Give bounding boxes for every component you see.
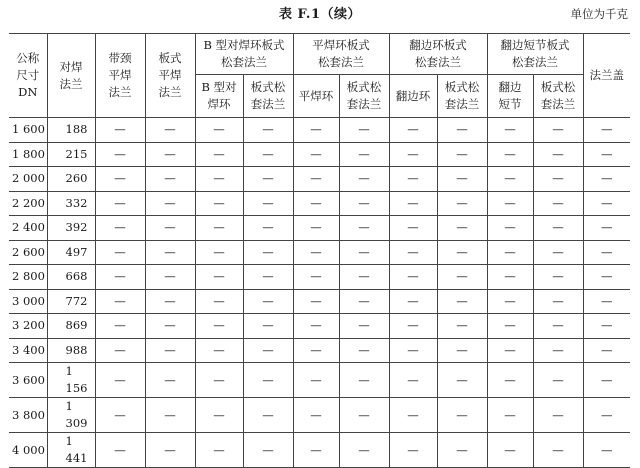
- empty-value-cell: —: [95, 118, 145, 143]
- empty-value-cell: —: [145, 265, 195, 290]
- empty-value-cell: —: [293, 289, 339, 314]
- weld-neck-weight-cell: 1 441: [47, 433, 95, 468]
- empty-value-cell: —: [583, 433, 630, 468]
- empty-value-cell: —: [293, 265, 339, 290]
- empty-value-cell: —: [533, 398, 583, 433]
- table-row: [9, 191, 630, 216]
- subheader-flat-ring: 平焊环: [293, 75, 339, 118]
- empty-value-cell: —: [95, 216, 145, 241]
- nominal-size-cell: 3 200: [9, 314, 47, 339]
- empty-value-cell: —: [533, 363, 583, 398]
- empty-value-cell: —: [437, 216, 487, 241]
- empty-value-cell: —: [293, 240, 339, 265]
- header-hubbed-slip-on: 带颈 平焊 法兰: [95, 34, 145, 118]
- empty-value-cell: —: [243, 191, 293, 216]
- empty-value-cell: —: [145, 191, 195, 216]
- empty-value-cell: —: [195, 314, 243, 339]
- empty-value-cell: —: [487, 118, 533, 143]
- nominal-size-cell: 2 800: [9, 265, 47, 290]
- empty-value-cell: —: [437, 240, 487, 265]
- empty-value-cell: —: [95, 289, 145, 314]
- empty-value-cell: —: [389, 167, 437, 192]
- empty-value-cell: —: [95, 314, 145, 339]
- empty-value-cell: —: [243, 118, 293, 143]
- empty-value-cell: —: [583, 398, 630, 433]
- empty-value-cell: —: [487, 240, 533, 265]
- empty-value-cell: —: [145, 167, 195, 192]
- empty-value-cell: —: [533, 118, 583, 143]
- empty-value-cell: —: [293, 191, 339, 216]
- empty-value-cell: —: [243, 265, 293, 290]
- empty-value-cell: —: [389, 398, 437, 433]
- empty-value-cell: —: [533, 265, 583, 290]
- header-group-flanged-ring: 翻边环板式 松套法兰: [389, 34, 487, 75]
- empty-value-cell: —: [145, 289, 195, 314]
- nominal-size-cell: 2 600: [9, 240, 47, 265]
- empty-value-cell: —: [583, 338, 630, 363]
- empty-value-cell: —: [437, 433, 487, 468]
- weight-table: [9, 33, 630, 468]
- weld-neck-weight-cell: 1 309: [47, 398, 95, 433]
- empty-value-cell: —: [145, 118, 195, 143]
- empty-value-cell: —: [195, 433, 243, 468]
- weld-neck-weight-cell: 988: [47, 338, 95, 363]
- empty-value-cell: —: [389, 433, 437, 468]
- empty-value-cell: —: [195, 142, 243, 167]
- empty-value-cell: —: [95, 363, 145, 398]
- table-row: [9, 338, 630, 363]
- empty-value-cell: —: [195, 289, 243, 314]
- empty-value-cell: —: [533, 314, 583, 339]
- empty-value-cell: —: [339, 167, 389, 192]
- empty-value-cell: —: [145, 240, 195, 265]
- empty-value-cell: —: [583, 363, 630, 398]
- weld-neck-weight-cell: 497: [47, 240, 95, 265]
- empty-value-cell: —: [243, 216, 293, 241]
- nominal-size-cell: 3 400: [9, 338, 47, 363]
- subheader-flanged-loose: 板式松 套法兰: [437, 75, 487, 118]
- weld-neck-weight-cell: 215: [47, 142, 95, 167]
- empty-value-cell: —: [487, 289, 533, 314]
- empty-value-cell: —: [243, 314, 293, 339]
- empty-value-cell: —: [339, 289, 389, 314]
- subheader-stub: 翻边 短节: [487, 75, 533, 118]
- empty-value-cell: —: [389, 289, 437, 314]
- empty-value-cell: —: [583, 167, 630, 192]
- empty-value-cell: —: [145, 338, 195, 363]
- empty-value-cell: —: [487, 314, 533, 339]
- empty-value-cell: —: [437, 314, 487, 339]
- empty-value-cell: —: [145, 363, 195, 398]
- table-row: [9, 289, 630, 314]
- subheader-b-loose: 板式松 套法兰: [243, 75, 293, 118]
- empty-value-cell: —: [243, 289, 293, 314]
- header-nominal-size: 公称 尺寸 DN: [9, 34, 47, 118]
- empty-value-cell: —: [583, 118, 630, 143]
- empty-value-cell: —: [339, 240, 389, 265]
- empty-value-cell: —: [389, 363, 437, 398]
- empty-value-cell: —: [487, 338, 533, 363]
- empty-value-cell: —: [293, 433, 339, 468]
- empty-value-cell: —: [339, 118, 389, 143]
- empty-value-cell: —: [243, 398, 293, 433]
- empty-value-cell: —: [533, 216, 583, 241]
- empty-value-cell: —: [195, 265, 243, 290]
- empty-value-cell: —: [293, 142, 339, 167]
- empty-value-cell: —: [437, 338, 487, 363]
- empty-value-cell: —: [95, 398, 145, 433]
- empty-value-cell: —: [389, 191, 437, 216]
- empty-value-cell: —: [95, 265, 145, 290]
- empty-value-cell: —: [195, 363, 243, 398]
- empty-value-cell: —: [437, 191, 487, 216]
- empty-value-cell: —: [437, 363, 487, 398]
- empty-value-cell: —: [533, 338, 583, 363]
- empty-value-cell: —: [389, 338, 437, 363]
- empty-value-cell: —: [389, 314, 437, 339]
- empty-value-cell: —: [145, 314, 195, 339]
- empty-value-cell: —: [487, 398, 533, 433]
- subheader-b-ring: B 型对 焊环: [195, 75, 243, 118]
- empty-value-cell: —: [195, 216, 243, 241]
- nominal-size-cell: 2 000: [9, 167, 47, 192]
- table-row: [9, 118, 630, 143]
- weld-neck-weight-cell: 260: [47, 167, 95, 192]
- empty-value-cell: —: [293, 338, 339, 363]
- empty-value-cell: —: [339, 265, 389, 290]
- table-row: [9, 363, 630, 398]
- weld-neck-weight-cell: 332: [47, 191, 95, 216]
- empty-value-cell: —: [583, 216, 630, 241]
- empty-value-cell: —: [95, 167, 145, 192]
- nominal-size-cell: 2 200: [9, 191, 47, 216]
- empty-value-cell: —: [389, 118, 437, 143]
- empty-value-cell: —: [389, 216, 437, 241]
- empty-value-cell: —: [243, 240, 293, 265]
- empty-value-cell: —: [243, 363, 293, 398]
- empty-value-cell: —: [437, 118, 487, 143]
- empty-value-cell: —: [145, 433, 195, 468]
- empty-value-cell: —: [533, 433, 583, 468]
- empty-value-cell: —: [437, 289, 487, 314]
- empty-value-cell: —: [293, 216, 339, 241]
- empty-value-cell: —: [293, 363, 339, 398]
- nominal-size-cell: 3 600: [9, 363, 47, 398]
- empty-value-cell: —: [533, 240, 583, 265]
- empty-value-cell: —: [583, 142, 630, 167]
- weld-neck-weight-cell: 1 156: [47, 363, 95, 398]
- subheader-flanged-ring: 翻边环: [389, 75, 437, 118]
- empty-value-cell: —: [437, 265, 487, 290]
- empty-value-cell: —: [487, 363, 533, 398]
- empty-value-cell: —: [145, 398, 195, 433]
- empty-value-cell: —: [487, 216, 533, 241]
- empty-value-cell: —: [293, 167, 339, 192]
- empty-value-cell: —: [487, 167, 533, 192]
- nominal-size-cell: 2 400: [9, 216, 47, 241]
- empty-value-cell: —: [293, 314, 339, 339]
- subheader-flat-loose: 板式松 套法兰: [339, 75, 389, 118]
- empty-value-cell: —: [339, 314, 389, 339]
- table-row: [9, 433, 630, 468]
- empty-value-cell: —: [95, 433, 145, 468]
- header-group-stub-end: 翻边短节板式 松套法兰: [487, 34, 583, 75]
- empty-value-cell: —: [95, 338, 145, 363]
- unit-label: 单位为千克: [570, 7, 628, 21]
- empty-value-cell: —: [145, 216, 195, 241]
- empty-value-cell: —: [533, 167, 583, 192]
- empty-value-cell: —: [293, 118, 339, 143]
- weld-neck-weight-cell: 392: [47, 216, 95, 241]
- empty-value-cell: —: [339, 142, 389, 167]
- header-group-flat-ring: 平焊环板式 松套法兰: [293, 34, 389, 75]
- table-row: [9, 142, 630, 167]
- table-row: [9, 240, 630, 265]
- empty-value-cell: —: [243, 142, 293, 167]
- empty-value-cell: —: [583, 265, 630, 290]
- table-row: [9, 314, 630, 339]
- header-plate-slip-on: 板式 平焊 法兰: [145, 34, 195, 118]
- empty-value-cell: —: [195, 338, 243, 363]
- subheader-stub-loose: 板式松 套法兰: [533, 75, 583, 118]
- empty-value-cell: —: [339, 191, 389, 216]
- empty-value-cell: —: [487, 433, 533, 468]
- empty-value-cell: —: [145, 142, 195, 167]
- empty-value-cell: —: [583, 191, 630, 216]
- table-title: 表 F.1（续）: [278, 7, 362, 22]
- header-group-b-ring: B 型对焊环板式 松套法兰: [195, 34, 293, 75]
- table-row: [9, 265, 630, 290]
- nominal-size-cell: 1 800: [9, 142, 47, 167]
- empty-value-cell: —: [533, 142, 583, 167]
- empty-value-cell: —: [95, 191, 145, 216]
- header-blind: 法兰盖: [583, 34, 630, 118]
- nominal-size-cell: 1 600: [9, 118, 47, 143]
- empty-value-cell: —: [437, 142, 487, 167]
- empty-value-cell: —: [339, 433, 389, 468]
- table-row: [9, 216, 630, 241]
- empty-value-cell: —: [243, 338, 293, 363]
- weld-neck-weight-cell: 188: [47, 118, 95, 143]
- empty-value-cell: —: [487, 265, 533, 290]
- empty-value-cell: —: [389, 240, 437, 265]
- nominal-size-cell: 4 000: [9, 433, 47, 468]
- weld-neck-weight-cell: 869: [47, 314, 95, 339]
- empty-value-cell: —: [95, 240, 145, 265]
- header-weld-neck: 对焊 法兰: [47, 34, 95, 118]
- nominal-size-cell: 3 800: [9, 398, 47, 433]
- table-row: [9, 398, 630, 433]
- empty-value-cell: —: [583, 240, 630, 265]
- empty-value-cell: —: [195, 118, 243, 143]
- empty-value-cell: —: [339, 363, 389, 398]
- empty-value-cell: —: [487, 142, 533, 167]
- weld-neck-weight-cell: 668: [47, 265, 95, 290]
- nominal-size-cell: 3 000: [9, 289, 47, 314]
- empty-value-cell: —: [533, 191, 583, 216]
- empty-value-cell: —: [195, 398, 243, 433]
- empty-value-cell: —: [437, 398, 487, 433]
- empty-value-cell: —: [339, 338, 389, 363]
- empty-value-cell: —: [583, 314, 630, 339]
- empty-value-cell: —: [195, 191, 243, 216]
- empty-value-cell: —: [533, 289, 583, 314]
- weld-neck-weight-cell: 772: [47, 289, 95, 314]
- empty-value-cell: —: [195, 167, 243, 192]
- empty-value-cell: —: [389, 142, 437, 167]
- empty-value-cell: —: [339, 216, 389, 241]
- empty-value-cell: —: [487, 191, 533, 216]
- empty-value-cell: —: [339, 398, 389, 433]
- empty-value-cell: —: [195, 240, 243, 265]
- empty-value-cell: —: [437, 167, 487, 192]
- empty-value-cell: —: [243, 433, 293, 468]
- table-row: [9, 167, 630, 192]
- empty-value-cell: —: [243, 167, 293, 192]
- empty-value-cell: —: [293, 398, 339, 433]
- empty-value-cell: —: [95, 142, 145, 167]
- empty-value-cell: —: [389, 265, 437, 290]
- empty-value-cell: —: [583, 289, 630, 314]
